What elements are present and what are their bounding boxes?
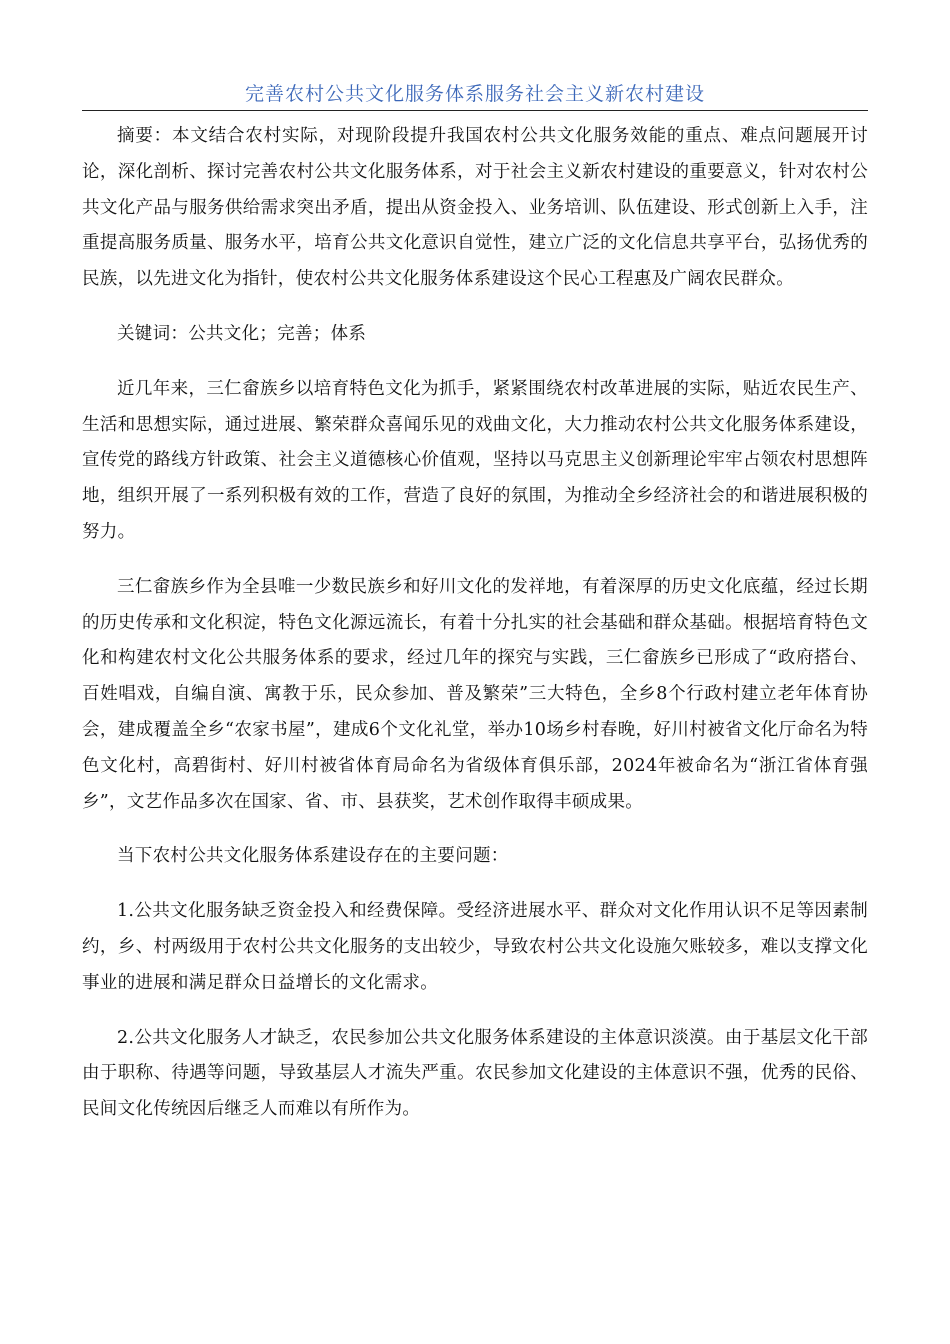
body-paragraph: 近几年来，三仁畲族乡以培育特色文化为抓手，紧紧围绕农村改革进展的实际，贴近农民生产、生活和思想实际，通过进展、繁荣群众喜闻乐见的戏曲文化，大力推动农村公共文化服务体系建设，宣传党的路线方针政策、社会主义道德核心价值观，坚持以马克思主义创新理论牢牢占领农村思想阵地，组织开展了一系列积极有效的工作，营造了良好的氛围，为推动全乡经济社会的和谐进展积极的努力。 — [82, 378, 868, 542]
keywords-paragraph: 关键词：公共文化；完善；体系 — [117, 323, 367, 344]
problem-item-2: 2.公共文化服务人才缺乏，农民参加公共文化服务体系建设的主体意识淡漠。由于基层文化干部由于职称、待遇等问题，导致基层人才流失严重。农民参加文化建设的主体意识不强，优秀的民俗、民间文化传统因后继乏人而难以有所作为。 — [82, 1027, 868, 1120]
title-divider — [82, 110, 868, 111]
problem-item-1: 1.公共文化服务缺乏资金投入和经费保障。受经济进展水平、群众对文化作用认识不足等因素制约，乡、村两级用于农村公共文化服务的支出较少，导致农村公共文化设施欠账较多，难以支撑文化事业的进展和满足群众日益增长的文化需求。 — [82, 901, 868, 993]
document-title: 完善农村公共文化服务体系服务社会主义新农村建设 — [244, 83, 705, 105]
abstract-paragraph: 摘要：本文结合农村实际，对现阶段提升我国农村公共文化服务效能的重点、难点问题展开讨论，深化剖析、探讨完善农村公共文化服务体系，对于社会主义新农村建设的重要意义，针对农村公共文化产品与服务供给需求突出矛盾，提出从资金投入、业务培训、队伍建设、形式创新上入手，注重提高服务质量、服务水平，培育公共文化意识自觉性，建立广泛的文化信息共享平台，弘扬优秀的民族，以先进文化为指针，使农村公共文化服务体系建设这个民心工程惠及广阔农民群众。 — [82, 126, 868, 290]
document-body — [82, 119, 868, 1147]
body-paragraph: 三仁畲族乡作为全县唯一少数民族乡和好川文化的发祥地，有着深厚的历史文化底蕴，经过长期的历史传承和文化积淀，特色文化源远流长，有着十分扎实的社会基础和群众基础。根据培育特色文化和构建农村文化公共服务体系的要求，经过几年的探究与实践，三仁畲族乡已形成了“政府搭台、百姓唱戏，自编自演、寓教于乐，民众参加、普及繁荣”三大特色，全乡8个行政村建立老年体育协会，建成覆盖全乡“农家书屋”，建成6个文化礼堂，举办10场乡村春晚，好川村被省文化厅命名为特色文化村，高碧街村、好川村被省体育局命名为省级体育俱乐部，2024年被命名为“浙江省体育强乡”，文艺作品多次在国家、省、市、县获奖，艺术创作取得丰硕成果。 — [82, 576, 868, 812]
section-heading: 当下农村公共文化服务体系建设存在的主要问题： — [117, 846, 509, 867]
